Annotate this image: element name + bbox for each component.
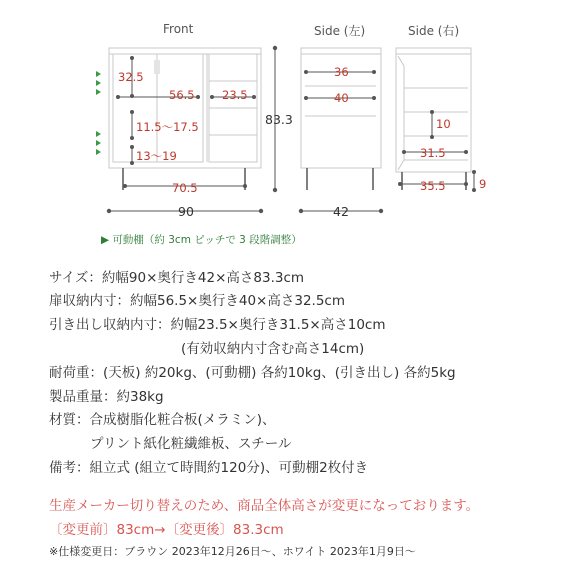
dim-label-36: 36 xyxy=(334,65,349,79)
spec-drawer-storage-note: (有効収納内寸含む高さ14cm) xyxy=(181,341,365,357)
dim-label-35-5: 35.5 xyxy=(420,179,446,193)
spec-material-2: プリント紙化粧繊維板、スチール xyxy=(90,436,292,452)
side-right-view xyxy=(396,48,471,190)
dim-label-56-5: 56.5 xyxy=(169,88,195,102)
notice-line-1: 生産メーカー切り替えのため、商品全体高さが変更になっております。 xyxy=(49,498,480,514)
notice-line-3: ※仕様変更日：ブラウン 2023年12月26日〜、ホワイト 2023年1月9日〜 xyxy=(49,545,416,558)
spec-load: 耐荷重：(天板) 約20kg、(可動棚) 各約10kg、(引き出し) 各約5kg xyxy=(49,365,456,381)
dimension-diagram xyxy=(0,0,570,240)
side-left-view-label: Side (左) xyxy=(314,24,366,38)
dim-label-70-5: 70.5 xyxy=(172,181,198,195)
movable-shelf-markers xyxy=(96,71,101,155)
dim-label-10: 10 xyxy=(436,117,451,131)
spec-material-1: 材質：合成樹脂化粧合板(メラミン)、 xyxy=(49,412,276,428)
dim-label-32-5: 32.5 xyxy=(118,70,144,84)
spec-drawer-storage: 引き出し収納内寸：約幅23.5×奥行き31.5×高さ10cm xyxy=(49,317,386,333)
spec-size: サイズ：約幅90×奥行き42×高さ83.3cm xyxy=(49,270,305,286)
spec-remarks: 備考：組立式 (組立て時間約120分)、可動棚2枚付き xyxy=(49,460,369,476)
dim-label-11-5-17-5: 11.5〜17.5 xyxy=(136,120,199,134)
dim-label-13-19: 13〜19 xyxy=(136,149,177,163)
notice-line-2: 〔変更前〕83cm→〔変更後〕83.3cm xyxy=(49,522,284,538)
dim-label-40: 40 xyxy=(334,91,349,105)
spec-weight: 製品重量：約38kg xyxy=(49,389,164,405)
dim-label-9: 9 xyxy=(479,177,487,191)
dim-label-42: 42 xyxy=(333,204,349,219)
dim-label-83-3: 83.3 xyxy=(265,112,293,127)
spec-door-storage: 扉収納内寸：約幅56.5×奥行き40×高さ32.5cm xyxy=(49,293,345,309)
side-right-view-label: Side (右) xyxy=(408,24,460,38)
dim-label-90: 90 xyxy=(178,204,194,219)
movable-shelf-legend: ▶ 可動棚（約 3cm ピッチで 3 段階調整） xyxy=(101,234,302,246)
dim-label-23-5: 23.5 xyxy=(222,88,248,102)
dim-label-31-5: 31.5 xyxy=(420,146,446,160)
front-view-label: Front xyxy=(163,22,194,36)
